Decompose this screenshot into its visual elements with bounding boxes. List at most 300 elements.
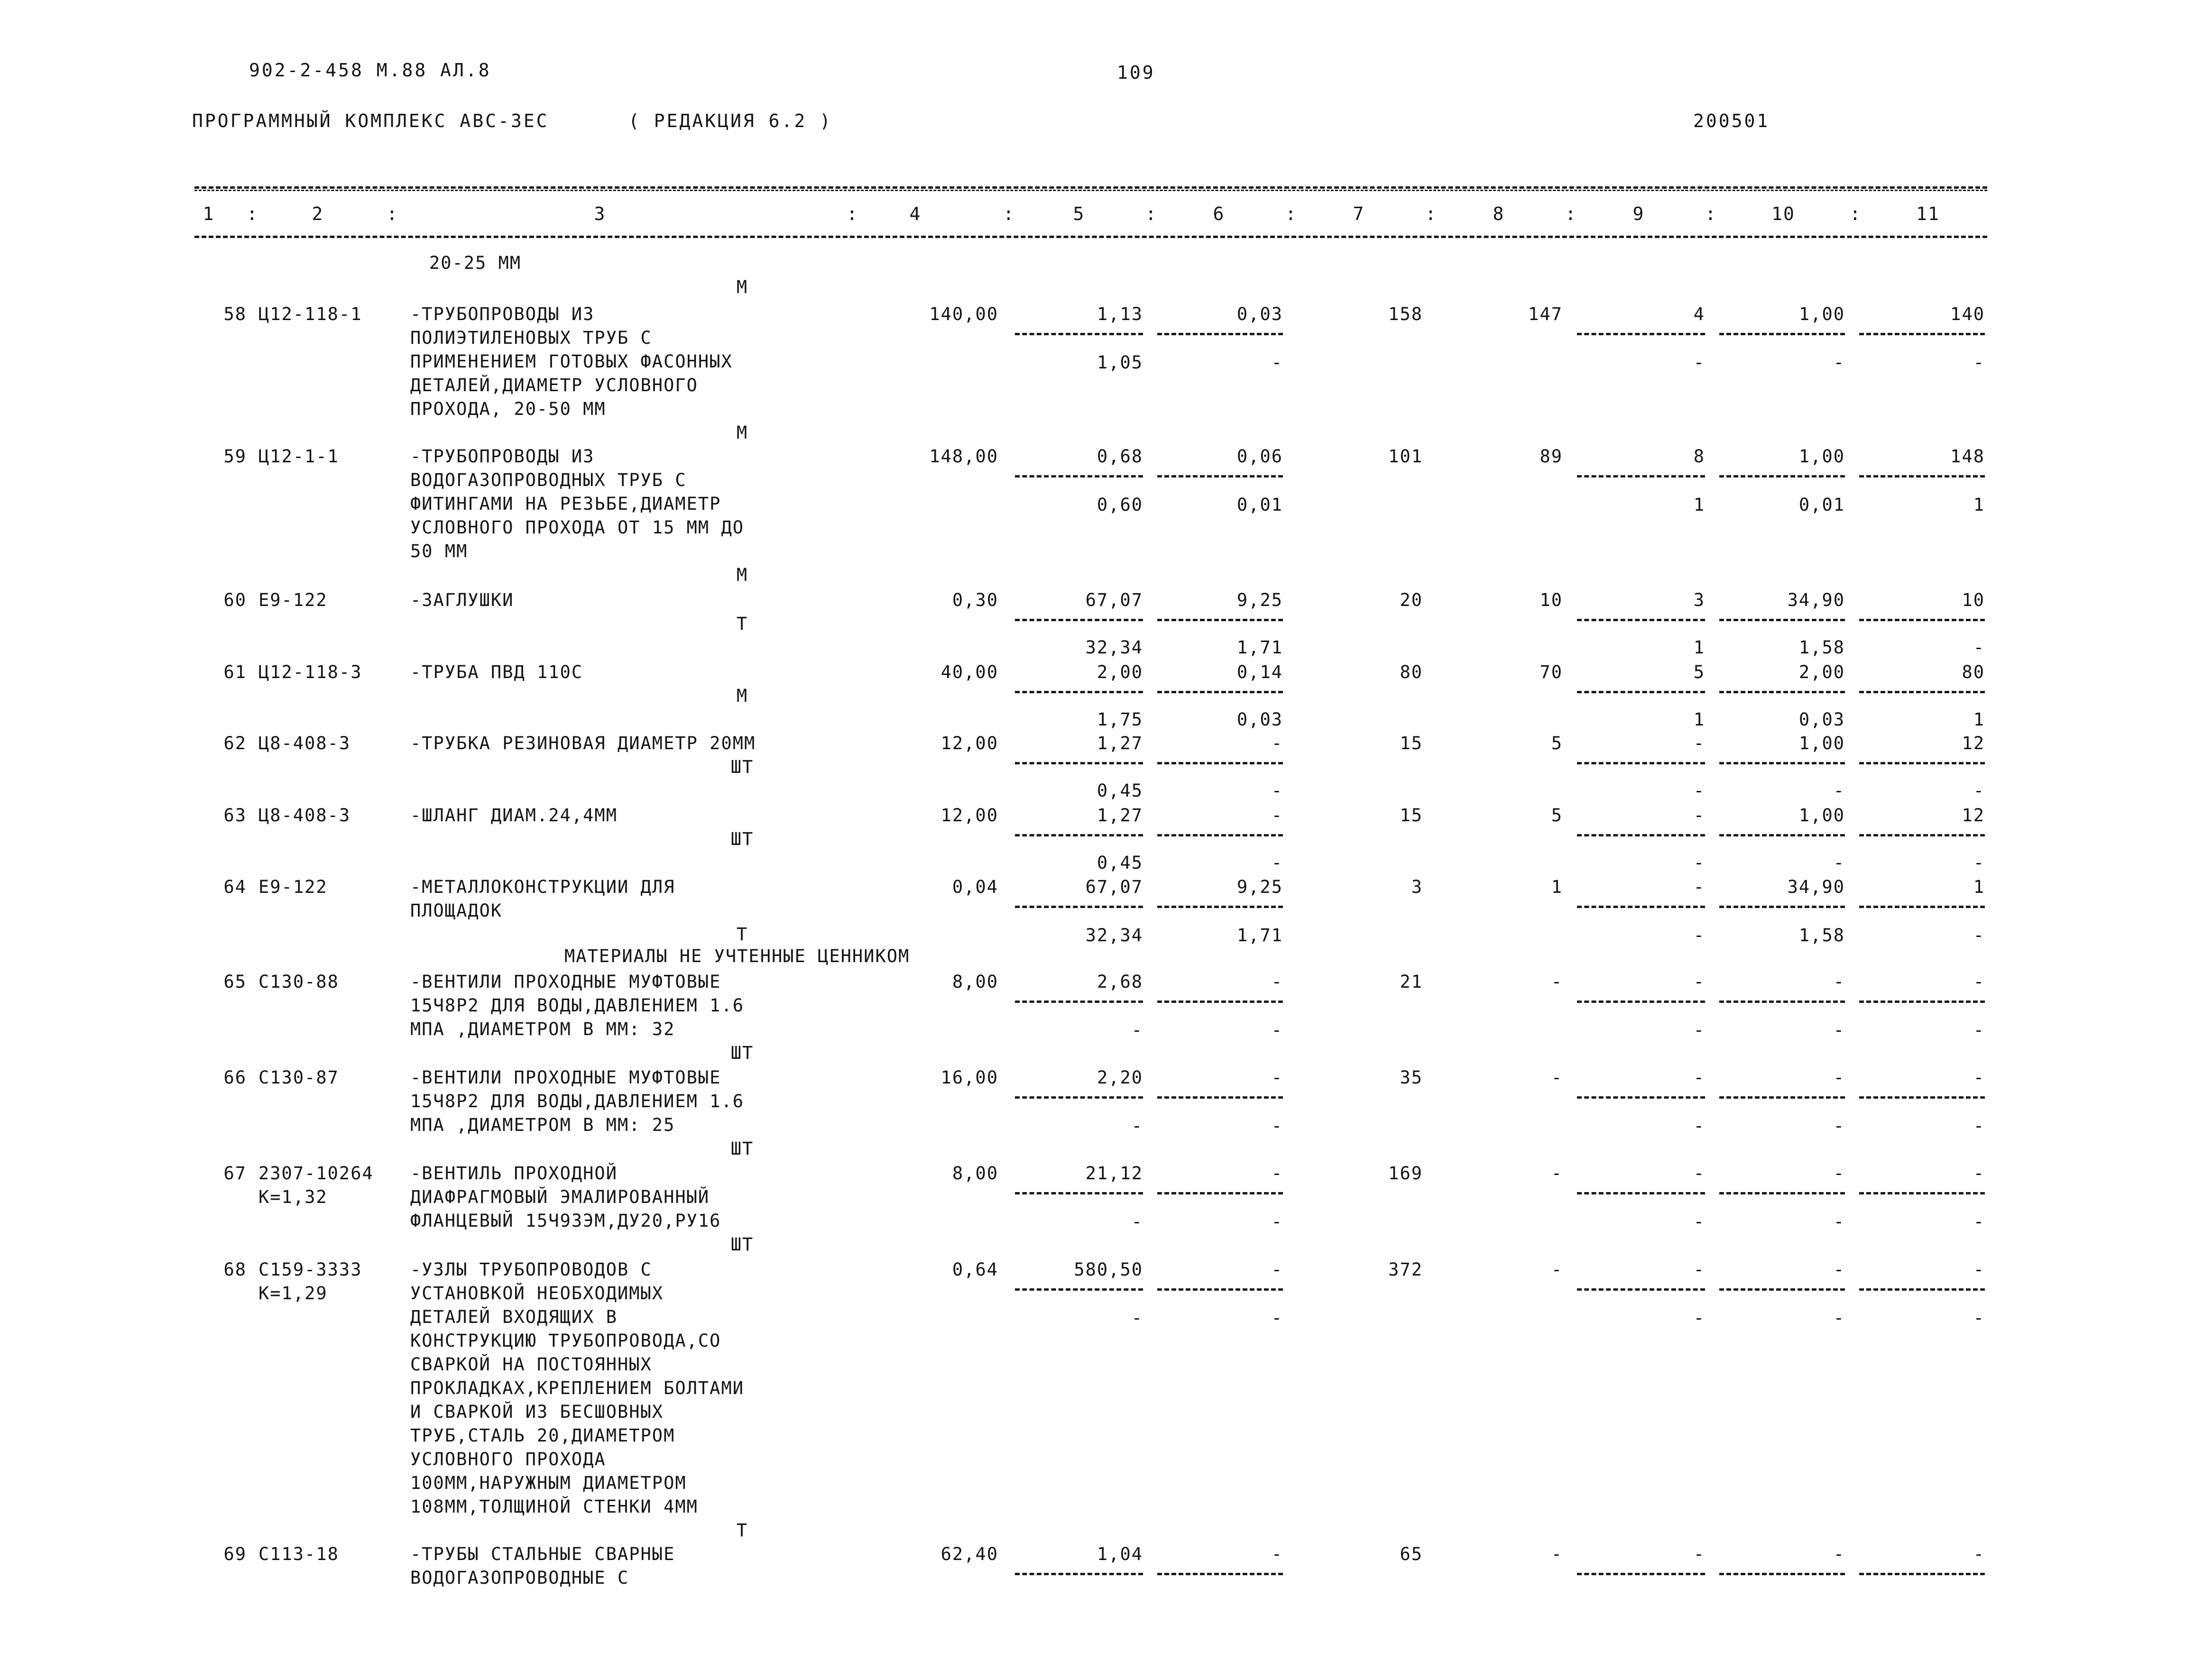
value-col-10-second: - xyxy=(1833,853,1845,873)
column-separator: : xyxy=(1705,203,1717,224)
price-code: Ц12-118-3 xyxy=(258,662,362,682)
value-col-11: 10 xyxy=(1962,590,1985,610)
value-col-6-second: - xyxy=(1271,352,1283,373)
value-col-10: 1,00 xyxy=(1798,733,1845,753)
value-col-9-second: - xyxy=(1693,925,1705,946)
value-col-4: 12,00 xyxy=(940,733,998,753)
value-col-11-second: - xyxy=(1973,1308,1985,1328)
value-col-4: 40,00 xyxy=(940,662,998,682)
measurement-unit: ШТ xyxy=(730,1234,754,1255)
subtotal-dash-col-9 xyxy=(1577,1192,1705,1194)
value-col-8: 5 xyxy=(1551,733,1563,753)
value-col-11: 80 xyxy=(1962,662,1985,682)
value-col-7: 158 xyxy=(1388,304,1423,324)
value-col-4: 16,00 xyxy=(940,1067,998,1088)
column-number-7: 7 xyxy=(1353,203,1365,224)
subtotal-dash-col-9 xyxy=(1577,333,1705,335)
work-description-line: 15Ч8Р2 ДЛЯ ВОДЫ,ДАВЛЕНИЕМ 1.6 xyxy=(410,995,745,1016)
work-description-line: УСЛОВНОГО ПРОХОДА ОТ 15 ММ ДО xyxy=(410,517,745,538)
row-number: 61 xyxy=(223,662,247,682)
work-description-line: 100ММ,НАРУЖНЫМ ДИАМЕТРОМ xyxy=(410,1473,687,1493)
value-col-5: 67,07 xyxy=(1085,877,1143,897)
value-col-4: 148,00 xyxy=(929,446,998,467)
value-col-11-second: - xyxy=(1973,1212,1985,1232)
subtotal-dash-col-10 xyxy=(1719,333,1845,335)
value-col-4: 8,00 xyxy=(952,972,998,992)
work-description-line: ПРИМЕНЕНИЕМ ГОТОВЫХ ФАСОННЫХ xyxy=(410,351,733,372)
price-code: С113-18 xyxy=(258,1544,339,1564)
work-description-line: ПРОХОДА, 20-50 ММ xyxy=(410,399,606,419)
value-col-6: 0,14 xyxy=(1236,662,1283,682)
value-col-7: 21 xyxy=(1400,972,1423,992)
value-col-5-second: 1,75 xyxy=(1097,709,1143,730)
subtotal-dash-col-10 xyxy=(1719,1001,1845,1003)
column-number-11: 11 xyxy=(1916,203,1940,224)
value-col-6: 0,03 xyxy=(1236,304,1283,324)
column-separator: : xyxy=(1425,203,1437,224)
price-code: Е9-122 xyxy=(258,590,328,610)
value-col-5: 0,68 xyxy=(1097,446,1143,467)
price-code: С159-3333 xyxy=(258,1259,362,1280)
value-col-10-second: - xyxy=(1833,780,1845,801)
value-col-4: 8,00 xyxy=(952,1163,998,1184)
subtotal-dash-col-6 xyxy=(1157,1192,1283,1194)
subtotal-dash-col-5 xyxy=(1015,619,1143,621)
value-col-11: 148 xyxy=(1950,446,1985,467)
measurement-unit: М xyxy=(736,565,748,585)
subtotal-dash-col-11 xyxy=(1859,619,1985,621)
value-col-9-second: 1 xyxy=(1693,709,1705,730)
value-col-5: 21,12 xyxy=(1085,1163,1143,1184)
value-col-11: - xyxy=(1973,972,1985,992)
subtotal-dash-col-10 xyxy=(1719,762,1845,764)
value-col-6-second: 0,03 xyxy=(1236,709,1283,730)
value-col-5-second: - xyxy=(1131,1020,1143,1040)
value-col-9-second: - xyxy=(1693,780,1705,801)
value-col-11: - xyxy=(1973,1163,1985,1184)
value-col-5-second: - xyxy=(1131,1308,1143,1328)
column-number-1: 1 xyxy=(203,203,215,224)
value-col-5: 580,50 xyxy=(1074,1259,1143,1280)
work-description-line: -ВЕНТИЛЬ ПРОХОДНОЙ xyxy=(410,1163,618,1184)
subtotal-dash-col-9 xyxy=(1577,1288,1705,1291)
subtotal-dash-col-5 xyxy=(1015,333,1143,335)
value-col-6: 0,06 xyxy=(1236,446,1283,467)
price-code: С130-87 xyxy=(258,1067,339,1088)
value-col-5: 2,68 xyxy=(1097,972,1143,992)
subtotal-dash-col-5 xyxy=(1015,475,1143,477)
subtotal-dash-col-11 xyxy=(1859,762,1985,764)
value-col-6: - xyxy=(1271,1544,1283,1564)
value-col-5-second: - xyxy=(1131,1212,1143,1232)
subtotal-dash-col-11 xyxy=(1859,906,1985,908)
subtotal-dash-col-5 xyxy=(1015,1192,1143,1194)
row-number: 66 xyxy=(223,1067,247,1088)
value-col-4: 12,00 xyxy=(940,805,998,826)
value-col-9: 4 xyxy=(1693,304,1705,324)
column-number-5: 5 xyxy=(1073,203,1085,224)
value-col-8: - xyxy=(1551,1544,1563,1564)
row-number: 67 xyxy=(223,1163,247,1184)
row-number: 60 xyxy=(223,590,247,610)
subtotal-dash-col-6 xyxy=(1157,619,1283,621)
subtotal-dash-col-5 xyxy=(1015,691,1143,693)
measurement-unit: ШТ xyxy=(730,1043,754,1063)
value-col-11: 12 xyxy=(1962,805,1985,826)
value-col-8: - xyxy=(1551,1067,1563,1088)
price-code: Ц12-1-1 xyxy=(258,446,339,467)
work-description-line: ВОДОГАЗОПРОВОДНЫЕ С xyxy=(410,1568,629,1588)
subtotal-dash-col-10 xyxy=(1719,691,1845,693)
column-separator: : xyxy=(1850,203,1862,224)
measurement-unit: Т xyxy=(736,1520,748,1541)
value-col-5-second: - xyxy=(1131,1116,1143,1136)
value-col-6: - xyxy=(1271,1163,1283,1184)
value-col-5: 2,20 xyxy=(1097,1067,1143,1088)
subtotal-dash-col-6 xyxy=(1157,1573,1283,1575)
subtotal-dash-col-6 xyxy=(1157,1288,1283,1291)
value-col-9: - xyxy=(1693,1067,1705,1088)
value-col-5: 1,13 xyxy=(1097,304,1143,324)
header-bottom-rule xyxy=(194,236,1987,238)
column-number-6: 6 xyxy=(1213,203,1225,224)
subtotal-dash-col-6 xyxy=(1157,1001,1283,1003)
value-col-5: 1,04 xyxy=(1097,1544,1143,1564)
work-description-line: МПА ,ДИАМЕТРОМ В ММ: 25 xyxy=(410,1115,675,1135)
subtotal-dash-col-6 xyxy=(1157,834,1283,836)
value-col-11: 140 xyxy=(1950,304,1985,324)
value-col-6-second: - xyxy=(1271,1212,1283,1232)
work-description-line: ПЛОЩАДОК xyxy=(410,900,503,921)
subtotal-dash-col-9 xyxy=(1577,1001,1705,1003)
value-col-10: 2,00 xyxy=(1798,662,1845,682)
value-col-10: 34,90 xyxy=(1787,877,1845,897)
value-col-11-second: - xyxy=(1973,853,1985,873)
price-code: С130-88 xyxy=(258,972,339,992)
row-number: 58 xyxy=(223,304,247,324)
value-col-8: 5 xyxy=(1551,805,1563,826)
row-number: 69 xyxy=(223,1544,247,1564)
price-code: Ц8-408-3 xyxy=(258,733,351,753)
value-col-9: 3 xyxy=(1693,590,1705,610)
value-col-10-second: 0,01 xyxy=(1798,495,1845,515)
subtotal-dash-col-5 xyxy=(1015,1288,1143,1291)
value-col-9: - xyxy=(1693,805,1705,826)
measurement-unit: М xyxy=(736,686,748,706)
value-col-6-second: - xyxy=(1271,780,1283,801)
value-col-6-second: - xyxy=(1271,1020,1283,1040)
value-col-7: 15 xyxy=(1400,805,1423,826)
value-col-6-second: - xyxy=(1271,853,1283,873)
subtotal-dash-col-6 xyxy=(1157,475,1283,477)
value-col-7: 65 xyxy=(1400,1544,1423,1564)
value-col-11: 1 xyxy=(1973,877,1985,897)
value-col-5-second: 0,45 xyxy=(1097,853,1143,873)
subtotal-dash-col-9 xyxy=(1577,619,1705,621)
work-description-line: 15Ч8Р2 ДЛЯ ВОДЫ,ДАВЛЕНИЕМ 1.6 xyxy=(410,1091,745,1111)
value-col-8: 1 xyxy=(1551,877,1563,897)
subtotal-dash-col-10 xyxy=(1719,906,1845,908)
price-code: Ц12-118-1 xyxy=(258,304,362,324)
value-col-8: 147 xyxy=(1528,304,1563,324)
continuation-unit: М xyxy=(736,277,748,297)
work-description-line: И СВАРКОЙ ИЗ БЕСШОВНЫХ xyxy=(410,1402,664,1422)
value-col-7: 15 xyxy=(1400,733,1423,753)
value-col-5-second: 32,34 xyxy=(1085,925,1143,946)
subtotal-dash-col-6 xyxy=(1157,333,1283,335)
subtotal-dash-col-11 xyxy=(1859,1096,1985,1099)
subtotal-dash-col-11 xyxy=(1859,691,1985,693)
work-description-line: -ТРУБОПРОВОДЫ ИЗ xyxy=(410,446,595,467)
subtotal-dash-col-11 xyxy=(1859,1192,1985,1194)
value-col-10: 1,00 xyxy=(1798,304,1845,324)
value-col-5-second: 0,60 xyxy=(1097,495,1143,515)
subtotal-dash-col-6 xyxy=(1157,1096,1283,1099)
value-col-5: 67,07 xyxy=(1085,590,1143,610)
work-description-line: УСТАНОВКОЙ НЕОБХОДИМЫХ xyxy=(410,1283,664,1304)
price-code: 2307-10264 xyxy=(258,1163,374,1184)
value-col-9-second: - xyxy=(1693,1020,1705,1040)
edition-label: ( РЕДАКЦИЯ 6.2 ) xyxy=(628,110,833,131)
value-col-11: 12 xyxy=(1962,733,1985,753)
column-number-3: 3 xyxy=(594,203,606,224)
column-number-10: 10 xyxy=(1771,203,1795,224)
value-col-6-second: 1,71 xyxy=(1236,637,1283,658)
value-col-7: 169 xyxy=(1388,1163,1423,1184)
value-col-4: 0,30 xyxy=(952,590,998,610)
value-col-9-second: - xyxy=(1693,853,1705,873)
value-col-8: 10 xyxy=(1540,590,1563,610)
column-separator: : xyxy=(1565,203,1577,224)
subtotal-dash-col-5 xyxy=(1015,1096,1143,1099)
work-description-line: -ТРУБОПРОВОДЫ ИЗ xyxy=(410,304,595,324)
subtotal-dash-col-10 xyxy=(1719,1573,1845,1575)
page-number: 109 xyxy=(1117,62,1155,83)
work-description-line: -МЕТАЛЛОКОНСТРУКЦИИ ДЛЯ xyxy=(410,877,675,897)
column-number-9: 9 xyxy=(1632,203,1645,224)
value-col-10: - xyxy=(1833,1544,1845,1564)
work-description-line: -ТРУБКА РЕЗИНОВАЯ ДИАМЕТР 20ММ xyxy=(410,733,756,753)
value-col-5-second: 1,05 xyxy=(1097,352,1143,373)
row-number: 63 xyxy=(223,805,247,826)
value-col-6: - xyxy=(1271,1067,1283,1088)
work-description-line: ПРОКЛАДКАХ,КРЕПЛЕНИЕМ БОЛТАМИ xyxy=(410,1378,745,1398)
value-col-10: 1,00 xyxy=(1798,805,1845,826)
value-col-8: - xyxy=(1551,1163,1563,1184)
value-col-6: 9,25 xyxy=(1236,590,1283,610)
subtotal-dash-col-5 xyxy=(1015,762,1143,764)
work-description-line: -ВЕНТИЛИ ПРОХОДНЫЕ МУФТОВЫЕ xyxy=(410,1067,721,1088)
value-col-4: 140,00 xyxy=(929,304,998,324)
value-col-9: - xyxy=(1693,877,1705,897)
value-col-10: - xyxy=(1833,1163,1845,1184)
value-col-10-second: - xyxy=(1833,1308,1845,1328)
value-col-9: - xyxy=(1693,972,1705,992)
measurement-unit: ШТ xyxy=(730,1138,754,1159)
value-col-10: - xyxy=(1833,972,1845,992)
work-description-line: ДИАФРАГМОВЫЙ ЭМАЛИРОВАННЫЙ xyxy=(410,1187,710,1207)
subtotal-dash-col-9 xyxy=(1577,1573,1705,1575)
section-title: МАТЕРИАЛЫ НЕ УЧТЕННЫЕ ЦЕННИКОМ xyxy=(564,946,910,966)
value-col-11-second: - xyxy=(1973,925,1985,946)
price-code: К=1,32 xyxy=(258,1187,328,1207)
subtotal-dash-col-11 xyxy=(1859,333,1985,335)
subtotal-dash-col-5 xyxy=(1015,1001,1143,1003)
value-col-4: 0,04 xyxy=(952,877,998,897)
work-description-line: 108ММ,ТОЛЩИНОЙ СТЕНКИ 4ММ xyxy=(410,1496,698,1517)
work-description-line: ТРУБ,СТАЛЬ 20,ДИАМЕТРОМ xyxy=(410,1425,675,1446)
value-col-10: - xyxy=(1833,1259,1845,1280)
value-col-7: 80 xyxy=(1400,662,1423,682)
work-description-line: -ВЕНТИЛИ ПРОХОДНЫЕ МУФТОВЫЕ xyxy=(410,972,721,992)
measurement-unit: Т xyxy=(736,924,748,945)
continuation-line: 20-25 ММ xyxy=(429,253,522,273)
value-col-7: 35 xyxy=(1400,1067,1423,1088)
value-col-10: - xyxy=(1833,1067,1845,1088)
price-code: Ц8-408-3 xyxy=(258,805,351,826)
value-col-10-second: 1,58 xyxy=(1798,637,1845,658)
price-code: Е9-122 xyxy=(258,877,328,897)
column-separator: : xyxy=(847,203,858,224)
value-col-9: 5 xyxy=(1693,662,1705,682)
value-col-5: 1,27 xyxy=(1097,805,1143,826)
value-col-6-second: 0,01 xyxy=(1236,495,1283,515)
subtotal-dash-col-10 xyxy=(1719,1192,1845,1194)
value-col-7: 3 xyxy=(1411,877,1423,897)
value-col-11: - xyxy=(1973,1544,1985,1564)
subtotal-dash-col-9 xyxy=(1577,762,1705,764)
value-col-9-second: - xyxy=(1693,1308,1705,1328)
subtotal-dash-col-9 xyxy=(1577,475,1705,477)
subtotal-dash-col-10 xyxy=(1719,619,1845,621)
column-number-8: 8 xyxy=(1493,203,1505,224)
value-col-8: - xyxy=(1551,1259,1563,1280)
work-description-line: -ТРУБЫ СТАЛЬНЫЕ СВАРНЫЕ xyxy=(410,1544,675,1564)
work-description-line: ДЕТАЛЕЙ,ДИАМЕТР УСЛОВНОГО xyxy=(410,375,698,395)
value-col-5: 2,00 xyxy=(1097,662,1143,682)
value-col-7: 372 xyxy=(1388,1259,1423,1280)
value-col-9: - xyxy=(1693,1259,1705,1280)
work-description-line: КОНСТРУКЦИЮ ТРУБОПРОВОДА,СО xyxy=(410,1331,721,1351)
work-description-line: МПА ,ДИАМЕТРОМ В ММ: 32 xyxy=(410,1019,675,1039)
value-col-10-second: 1,58 xyxy=(1798,925,1845,946)
subtotal-dash-col-11 xyxy=(1859,1573,1985,1575)
column-separator: : xyxy=(1145,203,1157,224)
row-number: 59 xyxy=(223,446,247,467)
value-col-11-second: - xyxy=(1973,780,1985,801)
work-description-line: УСЛОВНОГО ПРОХОДА xyxy=(410,1449,606,1469)
subtotal-dash-col-10 xyxy=(1719,1288,1845,1291)
work-description-line: ДЕТАЛЕЙ ВХОДЯЩИХ В xyxy=(410,1307,618,1327)
work-description-line: ФИТИНГАМИ НА РЕЗЬБЕ,ДИАМЕТР xyxy=(410,494,721,514)
header-top-rule-2 xyxy=(194,190,1987,191)
subtotal-dash-col-10 xyxy=(1719,1096,1845,1099)
row-number: 64 xyxy=(223,877,247,897)
column-number-2: 2 xyxy=(312,203,324,224)
work-description-line: ПОЛИЭТИЛЕНОВЫХ ТРУБ С xyxy=(410,328,652,348)
subtotal-dash-col-10 xyxy=(1719,475,1845,477)
work-description-line: -ТРУБА ПВД 110С xyxy=(410,662,583,682)
value-col-11-second: 1 xyxy=(1973,495,1985,515)
value-col-10-second: - xyxy=(1833,352,1845,373)
value-col-9-second: - xyxy=(1693,1212,1705,1232)
value-col-6-second: 1,71 xyxy=(1236,925,1283,946)
value-col-6: - xyxy=(1271,733,1283,753)
measurement-unit: ШТ xyxy=(730,757,754,777)
subtotal-dash-col-10 xyxy=(1719,834,1845,836)
column-separator: : xyxy=(1285,203,1297,224)
subtotal-dash-col-9 xyxy=(1577,906,1705,908)
work-description-line: -ШЛАНГ ДИАМ.24,4ММ xyxy=(410,805,618,826)
measurement-unit: ШТ xyxy=(730,829,754,849)
row-number: 65 xyxy=(223,972,247,992)
work-description-line: 50 ММ xyxy=(410,541,468,561)
value-col-10-second: - xyxy=(1833,1212,1845,1232)
measurement-unit: М xyxy=(736,422,748,443)
value-col-4: 0,64 xyxy=(952,1259,998,1280)
value-col-8: 70 xyxy=(1540,662,1563,682)
value-col-11-second: - xyxy=(1973,637,1985,658)
value-col-9: 8 xyxy=(1693,446,1705,467)
work-description-line: -УЗЛЫ ТРУБОПРОВОДОВ С xyxy=(410,1259,652,1280)
column-separator: : xyxy=(247,203,258,224)
value-col-9-second: 1 xyxy=(1693,637,1705,658)
value-col-7: 20 xyxy=(1400,590,1423,610)
subtotal-dash-col-11 xyxy=(1859,1001,1985,1003)
subtotal-dash-col-5 xyxy=(1015,1573,1143,1575)
row-number: 62 xyxy=(223,733,247,753)
subtotal-dash-col-11 xyxy=(1859,834,1985,836)
value-col-8: - xyxy=(1551,972,1563,992)
value-col-11-second: - xyxy=(1973,1020,1985,1040)
value-col-6: 9,25 xyxy=(1236,877,1283,897)
value-col-5-second: 32,34 xyxy=(1085,637,1143,658)
column-separator: : xyxy=(1003,203,1015,224)
value-col-10-second: 0,03 xyxy=(1798,709,1845,730)
value-col-6-second: - xyxy=(1271,1116,1283,1136)
work-description-line: СВАРКОЙ НА ПОСТОЯННЫХ xyxy=(410,1354,652,1375)
value-col-10: 1,00 xyxy=(1798,446,1845,467)
value-col-10-second: - xyxy=(1833,1116,1845,1136)
column-separator: : xyxy=(387,203,398,224)
column-number-4: 4 xyxy=(909,203,922,224)
subtotal-dash-col-9 xyxy=(1577,691,1705,693)
value-col-11: - xyxy=(1973,1067,1985,1088)
subtotal-dash-col-9 xyxy=(1577,834,1705,836)
value-col-6: - xyxy=(1271,1259,1283,1280)
value-col-5-second: 0,45 xyxy=(1097,780,1143,801)
row-number: 68 xyxy=(223,1259,247,1280)
price-code: К=1,29 xyxy=(258,1283,328,1304)
value-col-10: 34,90 xyxy=(1787,590,1845,610)
value-col-7: 101 xyxy=(1388,446,1423,467)
subtotal-dash-col-11 xyxy=(1859,1288,1985,1291)
subtotal-dash-col-6 xyxy=(1157,691,1283,693)
value-col-9: - xyxy=(1693,1163,1705,1184)
value-col-6-second: - xyxy=(1271,1308,1283,1328)
work-description-line: ВОДОГАЗОПРОВОДНЫХ ТРУБ С xyxy=(410,470,687,490)
value-col-9-second: - xyxy=(1693,1116,1705,1136)
value-col-11: - xyxy=(1973,1259,1985,1280)
subtotal-dash-col-6 xyxy=(1157,762,1283,764)
document-index: 200501 xyxy=(1693,110,1770,131)
value-col-5: 1,27 xyxy=(1097,733,1143,753)
value-col-6: - xyxy=(1271,972,1283,992)
subtotal-dash-col-6 xyxy=(1157,906,1283,908)
value-col-9: - xyxy=(1693,733,1705,753)
subtotal-dash-col-9 xyxy=(1577,1096,1705,1099)
header-top-rule xyxy=(194,186,1987,189)
